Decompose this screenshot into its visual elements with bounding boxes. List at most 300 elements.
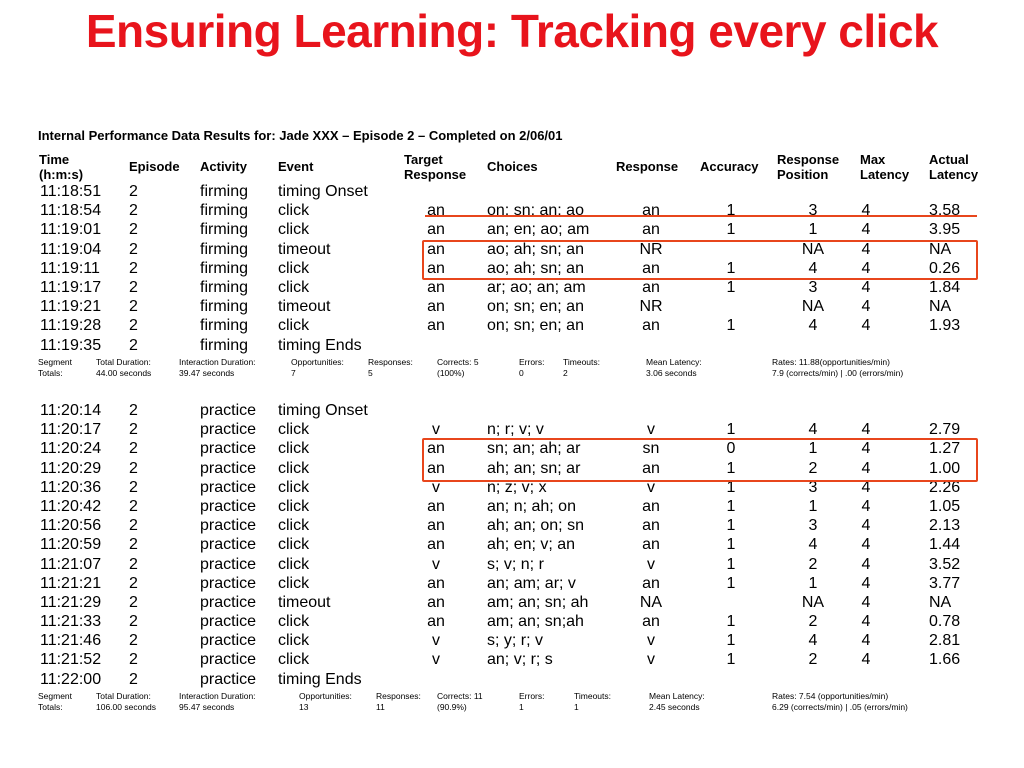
max-latency-cell: 4 <box>861 317 871 335</box>
max-latency-cell: 4 <box>861 574 871 592</box>
event-cell: click <box>278 317 310 335</box>
target-response-cell: an <box>427 317 445 335</box>
table-row <box>0 401 1024 420</box>
accuracy-cell: 0 <box>726 440 736 458</box>
summary-line1 <box>0 357 1024 368</box>
accuracy-cell: 1 <box>726 259 736 277</box>
table-row <box>0 574 1024 593</box>
time-cell: 11:20:14 <box>40 402 102 419</box>
time-cell: 11:19:11 <box>40 259 100 277</box>
time-cell: 11:19:01 <box>40 221 102 239</box>
episode-cell: 2 <box>129 421 138 439</box>
actual-latency-cell: 1.84 <box>929 278 961 296</box>
max-latency-cell: 4 <box>861 555 871 573</box>
response-position-cell: 1 <box>808 497 818 515</box>
activity-cell: practice <box>200 536 257 554</box>
max-latency-cell: 4 <box>861 421 871 439</box>
response-cell: NR <box>639 240 663 258</box>
episode-cell: 2 <box>129 574 138 592</box>
summary-field: Mean Latency: <box>646 357 702 367</box>
accuracy-cell: 1 <box>726 221 736 239</box>
table-row <box>0 336 1024 355</box>
activity-cell: firming <box>200 240 249 258</box>
time-cell: 11:21:07 <box>40 555 102 573</box>
choices-cell: ah; an; sn; ar <box>487 459 581 477</box>
choices-cell: am; an; sn; ah <box>487 593 589 611</box>
col-header-max-latency <box>860 152 909 182</box>
table-row <box>0 182 1024 201</box>
table-row <box>0 201 1024 220</box>
time-cell: 11:20:56 <box>40 517 102 535</box>
event-cell: click <box>278 459 310 477</box>
summary-field: Timeouts: <box>563 357 601 367</box>
summary-field: 1 <box>519 702 524 712</box>
time-cell: 11:21:21 <box>40 574 102 592</box>
episode-cell: 2 <box>129 278 138 296</box>
event-cell: click <box>278 440 310 458</box>
choices-cell: on; sn; an; ao <box>487 202 584 220</box>
max-latency-cell: 4 <box>861 459 871 477</box>
actual-latency-cell: 0.78 <box>929 613 961 631</box>
table-row <box>0 593 1024 612</box>
episode-cell: 2 <box>129 613 138 631</box>
response-position-cell: 4 <box>808 259 818 277</box>
accuracy-cell: 1 <box>726 517 736 535</box>
response-position-cell: 3 <box>808 517 818 535</box>
activity-cell: firming <box>200 202 249 220</box>
choices-cell: s; v; n; r <box>487 555 544 573</box>
table-row <box>0 650 1024 669</box>
summary-field: 2 <box>563 368 568 378</box>
summary-field: 11 <box>376 702 385 712</box>
highlight-underline-row <box>425 215 977 217</box>
time-cell: 11:21:29 <box>40 593 102 611</box>
table-row <box>0 497 1024 516</box>
choices-cell: s; y; r; v <box>487 632 543 650</box>
max-latency-cell: 4 <box>861 278 871 296</box>
target-response-cell: an <box>427 593 445 611</box>
time-cell: 11:20:42 <box>40 497 102 515</box>
time-cell: 11:19:28 <box>40 317 102 335</box>
choices-cell: an; n; ah; on <box>487 497 576 515</box>
summary-field: Total Duration: <box>96 691 151 701</box>
table-row <box>0 297 1024 316</box>
activity-cell: firming <box>200 278 249 296</box>
actual-latency-cell: NA <box>929 298 952 316</box>
max-latency-cell: 4 <box>861 613 871 631</box>
col-header-time-line2: (h:m:s) <box>39 167 84 182</box>
summary-field: 7 <box>291 368 296 378</box>
accuracy-cell: 1 <box>726 555 736 573</box>
episode-cell: 2 <box>129 536 138 554</box>
event-cell: click <box>278 202 310 220</box>
col-header-time-line1: Time <box>39 152 70 167</box>
time-cell: 11:18:51 <box>40 183 102 200</box>
activity-cell: practice <box>200 517 257 535</box>
table-row <box>0 420 1024 439</box>
event-cell: click <box>278 536 310 554</box>
activity-cell: practice <box>200 402 257 419</box>
accuracy-cell: 1 <box>726 632 736 650</box>
event-cell: timeout <box>278 593 331 611</box>
choices-cell: on; sn; en; an <box>487 298 584 316</box>
time-cell: 11:22:00 <box>40 670 102 688</box>
table-row <box>0 631 1024 650</box>
response-position-cell: 2 <box>808 459 818 477</box>
response-cell: an <box>642 317 660 335</box>
event-cell: timing Onset <box>278 183 368 200</box>
summary-line2 <box>0 368 1024 379</box>
choices-cell: sn; an; ah; ar <box>487 440 581 458</box>
summary-field: Segment <box>38 357 73 367</box>
max-latency-cell: 4 <box>861 478 871 496</box>
table-row <box>0 316 1024 335</box>
actual-latency-cell: 3.95 <box>929 221 961 239</box>
max-latency-cell: 4 <box>861 240 871 258</box>
summary-field: (90.9%) <box>437 702 467 712</box>
actual-latency-cell: 1.93 <box>929 317 961 335</box>
summary-field: Responses: <box>368 357 413 367</box>
time-cell: 11:20:24 <box>40 440 102 458</box>
accuracy-cell: 1 <box>726 421 736 439</box>
summary-field: 44.00 seconds <box>96 368 152 378</box>
target-response-cell: v <box>432 421 440 439</box>
summary-field: Segment <box>38 691 73 701</box>
max-latency-cell: 4 <box>861 517 871 535</box>
response-cell: an <box>642 497 660 515</box>
col-header-position-line1: Response <box>777 152 840 167</box>
response-position-cell: 3 <box>808 202 818 220</box>
summary-field: 0 <box>519 368 524 378</box>
activity-cell: firming <box>200 183 249 200</box>
event-cell: timing Ends <box>278 336 362 354</box>
table-row <box>0 278 1024 297</box>
event-cell: timeout <box>278 240 331 258</box>
episode-cell: 2 <box>129 632 138 650</box>
response-position-cell: 4 <box>808 421 818 439</box>
actual-latency-cell: 2.79 <box>929 421 961 439</box>
target-response-cell: an <box>427 278 445 296</box>
accuracy-cell: 1 <box>726 536 736 554</box>
max-latency-cell: 4 <box>861 202 871 220</box>
max-latency-cell: 4 <box>861 632 871 650</box>
target-response-cell: v <box>432 555 440 573</box>
summary-field: 1 <box>574 702 579 712</box>
summary-field: Totals: <box>38 368 63 378</box>
episode-cell: 2 <box>129 517 138 535</box>
activity-cell: practice <box>200 478 257 496</box>
response-cell: an <box>642 221 660 239</box>
event-cell: click <box>278 613 310 631</box>
max-latency-cell: 4 <box>861 259 871 277</box>
col-header-actual-latency-line2: Latency <box>929 167 979 182</box>
response-position-cell: 1 <box>808 440 818 458</box>
activity-cell: firming <box>200 259 249 277</box>
slide-title: Ensuring Learning: Tracking every click <box>85 5 939 57</box>
activity-cell: practice <box>200 421 257 439</box>
summary-field: 6.29 (corrects/min) | .05 (errors/min) <box>772 702 908 712</box>
col-header-position-line2: Position <box>777 167 829 182</box>
col-header-target-line1: Target <box>404 152 443 167</box>
summary-field: 95.47 seconds <box>179 702 235 712</box>
activity-cell: firming <box>200 317 249 335</box>
col-header-episode: Episode <box>129 159 180 174</box>
max-latency-cell: 4 <box>861 298 871 316</box>
col-header-accuracy: Accuracy <box>700 159 759 174</box>
choices-cell: ao; ah; sn; an <box>487 240 584 258</box>
activity-cell: practice <box>200 497 257 515</box>
time-cell: 11:20:29 <box>40 459 102 477</box>
choices-cell: an; en; ao; am <box>487 221 590 239</box>
target-response-cell: an <box>427 459 445 477</box>
target-response-cell: an <box>427 613 445 631</box>
actual-latency-cell: 2.81 <box>929 632 961 650</box>
choices-cell: an; v; r; s <box>487 651 553 669</box>
summary-line2 <box>0 702 1024 713</box>
time-cell: 11:19:35 <box>40 336 102 354</box>
accuracy-cell: 1 <box>726 651 736 669</box>
accuracy-cell: 1 <box>726 497 736 515</box>
event-cell: click <box>278 651 310 669</box>
summary-field: Interaction Duration: <box>179 691 256 701</box>
episode-cell: 2 <box>129 336 138 354</box>
target-response-cell: an <box>427 517 445 535</box>
summary-field: Timeouts: <box>574 691 612 701</box>
response-position-cell: 4 <box>808 632 818 650</box>
episode-cell: 2 <box>129 555 138 573</box>
response-position-cell: 3 <box>808 478 818 496</box>
time-cell: 11:18:54 <box>40 202 102 220</box>
max-latency-cell: 4 <box>861 440 871 458</box>
response-cell: an <box>642 574 660 592</box>
choices-cell: an; am; ar; v <box>487 574 576 592</box>
actual-latency-cell: 1.27 <box>929 440 961 458</box>
target-response-cell: an <box>427 440 445 458</box>
target-response-cell: an <box>427 202 445 220</box>
choices-cell: am; an; sn;ah <box>487 613 584 631</box>
col-header-actual-latency <box>929 152 978 182</box>
activity-cell: firming <box>200 298 249 316</box>
choices-cell: ar; ao; an; am <box>487 278 586 296</box>
response-position-cell: 2 <box>808 613 818 631</box>
episode-cell: 2 <box>129 317 138 335</box>
event-cell: timing Ends <box>278 670 362 688</box>
response-cell: an <box>642 613 660 631</box>
event-cell: timeout <box>278 298 331 316</box>
summary-field: Responses: <box>376 691 421 701</box>
max-latency-cell: 4 <box>861 536 871 554</box>
target-response-cell: an <box>427 574 445 592</box>
activity-cell: practice <box>200 613 257 631</box>
target-response-cell: an <box>427 536 445 554</box>
time-cell: 11:21:52 <box>40 651 102 669</box>
actual-latency-cell: NA <box>929 593 952 611</box>
max-latency-cell: 4 <box>861 497 871 515</box>
episode-cell: 2 <box>129 202 138 220</box>
max-latency-cell: 4 <box>861 221 871 239</box>
col-header-response: Response <box>616 159 679 174</box>
accuracy-cell: 1 <box>726 202 736 220</box>
summary-field: Mean Latency: <box>649 691 705 701</box>
summary-field: Corrects: 11 <box>437 691 483 701</box>
response-position-cell: 2 <box>808 651 818 669</box>
response-position-cell: 1 <box>808 574 818 592</box>
actual-latency-cell: 3.77 <box>929 574 961 592</box>
col-header-max-latency-line1: Max <box>860 152 886 167</box>
summary-field: 7.9 (corrects/min) | .00 (errors/min) <box>772 368 904 378</box>
col-header-max-latency-line2: Latency <box>860 167 910 182</box>
time-cell: 11:21:46 <box>40 632 102 650</box>
table-row <box>0 259 1024 278</box>
actual-latency-cell: 3.58 <box>929 202 961 220</box>
activity-cell: practice <box>200 593 257 611</box>
col-header-choices: Choices <box>487 159 538 174</box>
accuracy-cell: 1 <box>726 478 736 496</box>
target-response-cell: an <box>427 240 445 258</box>
episode-cell: 2 <box>129 221 138 239</box>
episode-cell: 2 <box>129 240 138 258</box>
max-latency-cell: 4 <box>861 651 871 669</box>
event-cell: click <box>278 259 310 277</box>
activity-cell: practice <box>200 651 257 669</box>
response-cell: v <box>647 555 655 573</box>
accuracy-cell: 1 <box>726 574 736 592</box>
table-row <box>0 535 1024 554</box>
summary-line1 <box>0 691 1024 702</box>
episode-cell: 2 <box>129 651 138 669</box>
response-position-cell: 3 <box>808 278 818 296</box>
actual-latency-cell: 1.05 <box>929 497 961 515</box>
response-position-cell: NA <box>801 298 825 316</box>
table-row <box>0 220 1024 239</box>
summary-field: 2.45 seconds <box>649 702 700 712</box>
accuracy-cell: 1 <box>726 278 736 296</box>
firming-block-rows <box>0 182 1024 355</box>
time-cell: 11:20:59 <box>40 536 102 554</box>
response-position-cell: 4 <box>808 317 818 335</box>
activity-cell: firming <box>200 221 249 239</box>
summary-field: Corrects: 5 <box>437 357 479 367</box>
col-header-event: Event <box>278 159 314 174</box>
response-cell: NR <box>639 298 663 316</box>
accuracy-cell: 1 <box>726 613 736 631</box>
table-row <box>0 612 1024 631</box>
episode-cell: 2 <box>129 440 138 458</box>
table-row <box>0 478 1024 497</box>
actual-latency-cell: 1.66 <box>929 651 961 669</box>
actual-latency-cell: 1.44 <box>929 536 961 554</box>
summary-field: Rates: 11.88(opportunities/min) <box>772 357 890 367</box>
episode-cell: 2 <box>129 459 138 477</box>
episode-cell: 2 <box>129 497 138 515</box>
event-cell: click <box>278 517 310 535</box>
event-cell: click <box>278 574 310 592</box>
response-cell: v <box>647 478 655 496</box>
time-cell: 11:20:17 <box>40 421 102 439</box>
episode-cell: 2 <box>129 593 138 611</box>
actual-latency-cell: NA <box>929 240 952 258</box>
table-row <box>0 670 1024 689</box>
event-cell: click <box>278 632 310 650</box>
col-header-time <box>39 152 83 182</box>
target-response-cell: an <box>427 497 445 515</box>
summary-field: 3.06 seconds <box>646 368 697 378</box>
summary-field: 5 <box>368 368 373 378</box>
actual-latency-cell: 3.52 <box>929 555 961 573</box>
summary-field: Errors: <box>519 357 545 367</box>
col-header-activity: Activity <box>200 159 247 174</box>
table-row <box>0 439 1024 458</box>
time-cell: 11:21:33 <box>40 613 102 631</box>
target-response-cell: v <box>432 651 440 669</box>
activity-cell: practice <box>200 632 257 650</box>
table-row <box>0 555 1024 574</box>
target-response-cell: v <box>432 478 440 496</box>
event-cell: click <box>278 478 310 496</box>
event-cell: click <box>278 221 310 239</box>
response-cell: v <box>647 421 655 439</box>
response-cell: NA <box>639 593 663 611</box>
activity-cell: practice <box>200 555 257 573</box>
actual-latency-cell: 1.00 <box>929 459 961 477</box>
accuracy-cell: 1 <box>726 459 736 477</box>
event-cell: click <box>278 555 310 573</box>
summary-field: 13 <box>299 702 309 712</box>
episode-cell: 2 <box>129 478 138 496</box>
time-cell: 11:19:04 <box>40 240 102 258</box>
col-header-target-line2: Response <box>404 167 467 182</box>
time-cell: 11:19:17 <box>40 278 102 296</box>
activity-cell: practice <box>200 459 257 477</box>
response-cell: an <box>642 459 660 477</box>
event-cell: click <box>278 278 310 296</box>
target-response-cell: an <box>427 298 445 316</box>
summary-field: Total Duration: <box>96 357 151 367</box>
choices-cell: ah; en; v; an <box>487 536 576 554</box>
response-cell: an <box>642 259 660 277</box>
time-cell: 11:20:36 <box>40 478 102 496</box>
response-position-cell: 4 <box>808 536 818 554</box>
actual-latency-cell: 2.13 <box>929 517 961 535</box>
episode-cell: 2 <box>129 298 138 316</box>
choices-cell: ah; an; on; sn <box>487 517 584 535</box>
response-position-cell: 2 <box>808 555 818 573</box>
activity-cell: firming <box>200 336 249 354</box>
choices-cell: on; sn; en; an <box>487 317 584 335</box>
max-latency-cell: 4 <box>861 593 871 611</box>
col-header-actual-latency-line1: Actual <box>929 152 969 167</box>
report-header: Internal Performance Data Results for: Jade XXX – Episode 2 – Completed on 2/06/01 <box>38 128 563 143</box>
response-cell: an <box>642 202 660 220</box>
episode-cell: 2 <box>129 402 138 419</box>
target-response-cell: an <box>427 221 445 239</box>
summary-field: (100%) <box>437 368 465 378</box>
choices-cell: n; z; v; x <box>487 478 547 496</box>
summary-field: Totals: <box>38 702 63 712</box>
activity-cell: practice <box>200 574 257 592</box>
practice-block-summary <box>0 691 1024 713</box>
summary-field: Opportunities: <box>291 357 344 367</box>
time-cell: 11:19:21 <box>40 298 102 316</box>
firming-block-summary <box>0 357 1024 379</box>
response-cell: sn <box>642 440 660 458</box>
response-cell: an <box>642 517 660 535</box>
summary-field: 106.00 seconds <box>96 702 157 712</box>
summary-field: Errors: <box>519 691 545 701</box>
event-cell: click <box>278 421 310 439</box>
practice-block-rows <box>0 401 1024 689</box>
episode-cell: 2 <box>129 183 138 200</box>
